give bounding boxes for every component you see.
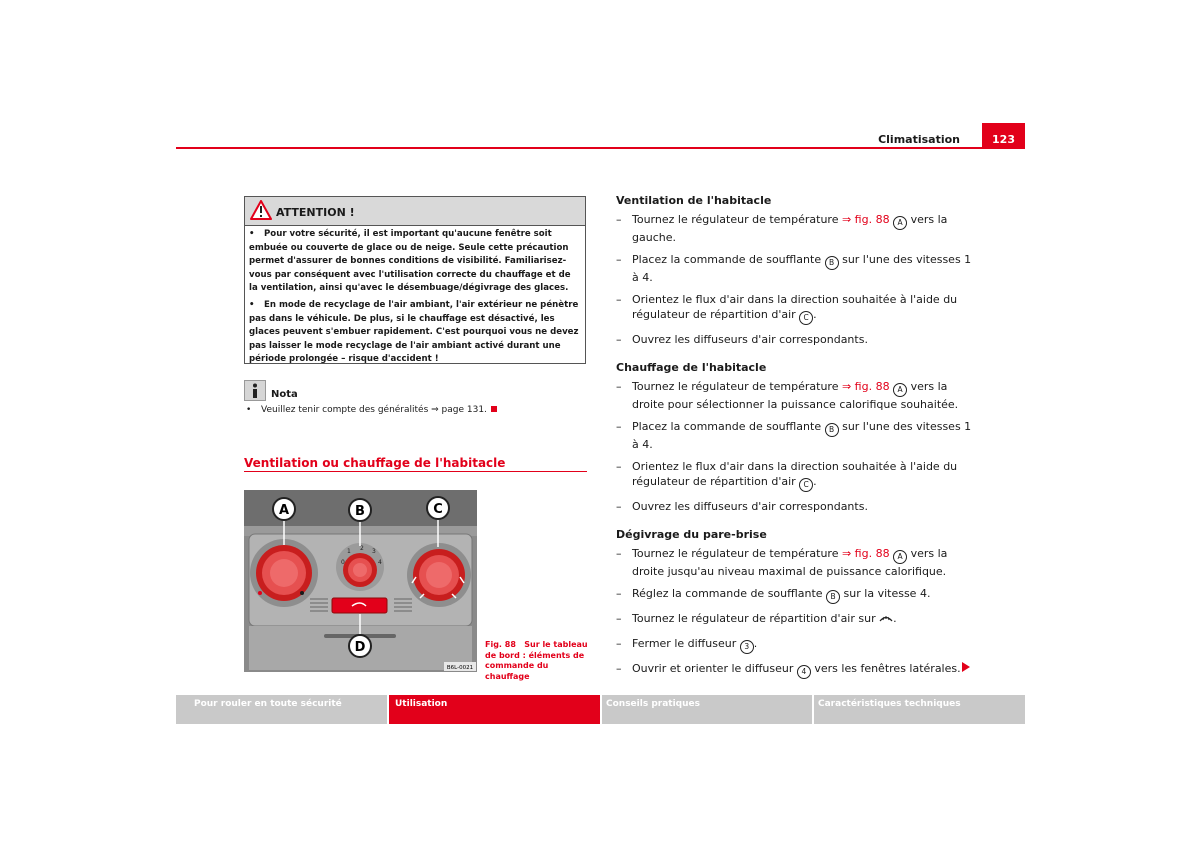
control-label-badge: B: [825, 423, 839, 437]
fan-speed-2: 2: [360, 545, 364, 552]
list-item: – Tournez le régulateur de température ⇒ fig. 88 A vers la droite pour sélectionner la puissance calorifique souhaitée.: [616, 380, 959, 411]
callout-b: B: [355, 504, 365, 519]
control-label-badge: 3: [740, 640, 754, 654]
list-item: – Tournez le régulateur de température ⇒ fig. 88 A vers la droite jusqu'au niveau maximal de puissance calorifique.: [616, 547, 948, 578]
figure-caption: Fig. 88 Sur le tableau de bord : éléments de commande du chauffage: [485, 640, 588, 681]
control-label-badge: A: [893, 216, 907, 230]
bullet: •: [246, 405, 252, 415]
fan-speed-0: 0: [341, 559, 345, 566]
control-label-badge: B: [825, 256, 839, 270]
cross-reference-link[interactable]: ⇒ fig. 88: [841, 547, 890, 560]
tab-caracteristiques-techniques[interactable]: Caractéristiques techniques: [814, 695, 1025, 724]
warning-paragraph: • Pour votre sécurité, il est important qu'aucune fenêtre soit embuée ou couverte de glace ou de neige. Seule cette précaution permet d'assurer de bonnes conditions de visibilité. Familiarisez-vous par conséquent avec l'utilisation correcte du chauffage et de la ventilation, ainsi qu'avec le désembuage/dégivrage des glaces.: [249, 229, 571, 294]
fan-speed-1: 1: [347, 548, 351, 555]
subheading: Chauffage de l'habitacle: [616, 361, 767, 374]
page-number: 123: [982, 123, 1025, 148]
callout-d: D: [354, 640, 366, 655]
warning-box: [244, 196, 586, 364]
list-item: – Placez la commande de soufflante B sur l'une des vitesses 1 à 4.: [616, 420, 972, 451]
subheading: Dégivrage du pare-brise: [616, 528, 767, 541]
figure-code: B6L-0021: [446, 665, 474, 671]
windscreen-defrost-icon: [879, 613, 893, 623]
cross-reference-link[interactable]: ⇒ fig. 88: [841, 380, 890, 393]
bullet: •: [249, 299, 255, 310]
section-rule: [244, 471, 587, 472]
header-rule: [176, 147, 1025, 149]
note-text: • Veuillez tenir compte des généralités ⇒ page 131.: [246, 405, 497, 415]
list-item: – Placez la commande de soufflante B sur l'une des vitesses 1 à 4.: [616, 253, 972, 284]
warning-body: [245, 226, 585, 367]
control-label-badge: C: [799, 478, 813, 492]
control-label-badge: C: [799, 311, 813, 325]
list-item: – Orientez le flux d'air dans la direction souhaitée à l'aide du régulateur de répartition d'air C .: [616, 292, 976, 324]
list-item: – Orientez le flux d'air dans la direction souhaitée à l'aide du régulateur de répartition d'air C .: [616, 459, 976, 491]
tab-conseils-pratiques[interactable]: Conseils pratiques: [602, 695, 812, 724]
fan-speed-3: 3: [372, 548, 376, 555]
info-icon: [244, 380, 266, 401]
section-title: Ventilation ou chauffage de l'habitacle: [244, 456, 506, 470]
callout-a: A: [278, 503, 290, 518]
continue-arrow-icon: [962, 662, 970, 672]
list-item: – Tournez le régulateur de température ⇒ fig. 88 A vers la gauche.: [616, 213, 948, 244]
footer-nav: [176, 695, 1025, 724]
warning-paragraph: • En mode de recyclage de l'air ambiant, l'air extérieur ne pénètre pas dans le véhicule. De plus, si le chauffage est désactivé, les glaces peuvent s'embuer rapidement. C'est pourquoi vous ne devez pas laisser le mode recyclage de l'air ambiant activé durant une période prolongée – risque d'accident !: [249, 299, 579, 365]
note-title: Nota: [271, 389, 298, 400]
fan-speed-4: 4: [378, 559, 382, 566]
warning-triangle-icon: [250, 200, 272, 220]
figure-88-illustration: [244, 490, 477, 672]
warning-title: ATTENTION !: [276, 206, 355, 219]
end-marker-icon: [491, 406, 497, 412]
control-label-badge: A: [893, 383, 907, 397]
control-label-badge: 4: [797, 665, 811, 679]
control-label-badge: B: [826, 590, 840, 604]
recirculation-button: [332, 598, 387, 613]
subheading: Ventilation de l'habitacle: [616, 194, 772, 207]
callout-c: C: [433, 502, 443, 517]
warning-header: [245, 197, 585, 226]
cross-reference-link[interactable]: ⇒ fig. 88: [841, 213, 890, 226]
bullet: •: [249, 229, 255, 239]
tab-utilisation[interactable]: Utilisation: [389, 695, 600, 724]
control-label-badge: A: [893, 550, 907, 564]
tab-securite[interactable]: Pour rouler en toute sécurité: [176, 695, 387, 724]
running-header-title: Climatisation: [878, 133, 960, 146]
